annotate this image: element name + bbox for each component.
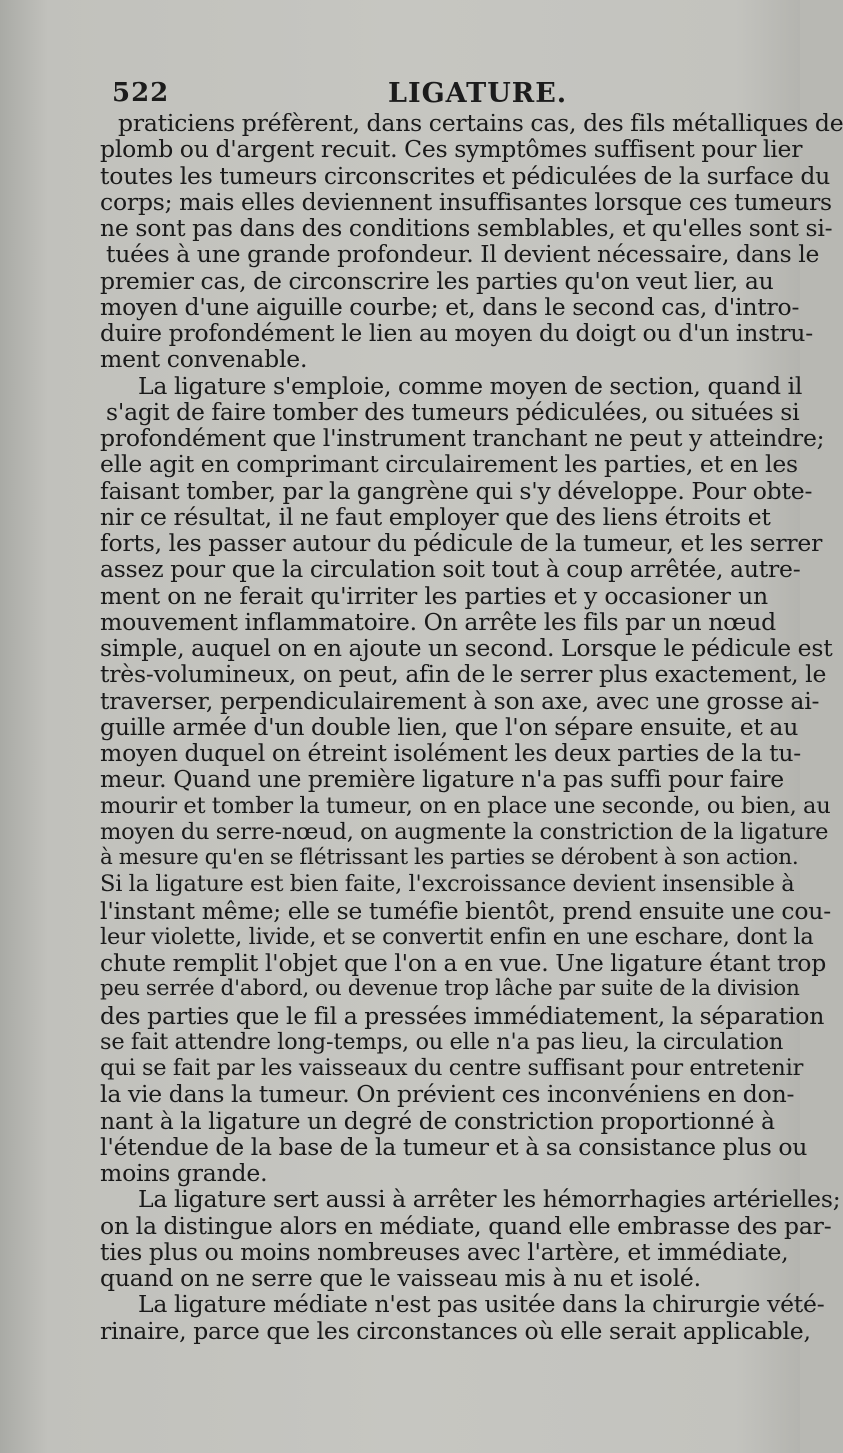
text-line: plomb ou d'argent recuit. Ces symptômes suffisent pour lier	[100, 135, 803, 164]
text-line: ties plus ou moins nombreuses avec l'artère, et immédiate,	[100, 1237, 789, 1266]
text-line: la vie dans la tumeur. On prévient ces inconvéniens en don-	[100, 1080, 795, 1109]
text-line: mourir et tomber la tumeur, on en place une seconde, ou bien, au	[100, 792, 831, 819]
text-line: on la distingue alors en médiate, quand elle embrasse des par-	[100, 1211, 832, 1240]
text-line: des parties que le fil a pressées immédiatement, la séparation	[100, 1001, 825, 1030]
text-line: simple, auquel on en ajoute un second. Lorsque le pédicule est	[100, 634, 833, 662]
text-line: à mesure qu'en se flétrissant les parties se dérobent à son action.	[100, 845, 799, 870]
text-line: assez pour que la circulation soit tout à coup arrêtée, autre-	[100, 555, 801, 584]
text-line: traverser, perpendiculairement à son axe, avec une grosse ai-	[100, 686, 820, 715]
text-line: quand on ne serre que le vaisseau mis à nu et isolé.	[100, 1264, 701, 1292]
text-line: premier cas, de circonscrire les parties qu'on veut lier, au	[100, 266, 774, 295]
text-line: mouvement inflammatoire. On arrête les fils par un nœud	[100, 607, 776, 636]
text-line: guille armée d'un double lien, que l'on sépare ensuite, et au	[100, 712, 799, 741]
text-line: La ligature médiate n'est pas usitée dans la chirurgie vété-	[138, 1290, 825, 1319]
text-line: l'instant même; elle se tuméfie bientôt, prend ensuite une cou-	[100, 896, 831, 925]
text-line: praticiens préfèrent, dans certains cas, des fils métalliques de	[118, 109, 843, 137]
text-line: ne sont pas dans des conditions semblables, et qu'elles sont si-	[100, 214, 833, 242]
text-line: moyen du serre-nœud, on augmente la constriction de la ligature	[100, 818, 829, 845]
text-line: peu serrée d'abord, ou devenue trop lâche par suite de la division	[100, 976, 800, 1002]
text-line: moyen duquel on étreint isolément les deux parties de la tu-	[100, 739, 802, 767]
body-text	[100, 109, 843, 1345]
text-line: très-volumineux, on peut, afin de le serrer plus exactement, le	[100, 660, 827, 689]
text-line: profondément que l'instrument tranchant ne peut y atteindre;	[100, 424, 825, 452]
text-line: meur. Quand une première ligature n'a pas suffi pour faire	[100, 765, 784, 794]
text-line: moins grande.	[100, 1159, 268, 1187]
text-line: moyen d'une aiguille courbe; et, dans le second cas, d'intro-	[100, 292, 800, 321]
text-line: Si la ligature est bien faite, l'excroissance devient insensible à	[100, 871, 795, 898]
text-line: nir ce résultat, il ne faut employer que des liens étroits et	[100, 502, 771, 531]
text-line: ment convenable.	[100, 345, 308, 374]
running-head: LIGATURE.	[388, 78, 568, 109]
text-line: toutes les tumeurs circonscrites et pédiculées de la surface du	[100, 161, 831, 190]
text-line: elle agit en comprimant circulairement les parties, et en les	[100, 450, 798, 479]
text-line: chute remplit l'objet que l'on a en vue. Une ligature étant trop	[100, 949, 827, 977]
text-line: nant à la ligature un degré de constriction proportionné à	[100, 1106, 775, 1135]
text-line: ment on ne ferait qu'irriter les parties et y occasioner un	[100, 581, 768, 610]
text-line: s'agit de faire tomber des tumeurs pédiculées, ou situées si	[106, 397, 800, 426]
text-line: duire profondément le lien au moyen du doigt ou d'un instru-	[100, 319, 813, 347]
text-line: faisant tomber, par la gangrène qui s'y développe. Pour obte-	[100, 476, 813, 505]
text-line: forts, les passer autour du pédicule de la tumeur, et les serrer	[100, 529, 823, 557]
text-line: La ligature s'emploie, comme moyen de section, quand il	[138, 371, 803, 400]
text-line: La ligature sert aussi à arrêter les hémorrhagies artérielles;	[138, 1185, 841, 1214]
text-line: se fait attendre long-temps, ou elle n'a pas lieu, la circulation	[100, 1028, 784, 1055]
text-line: leur violette, livide, et se convertit enfin en une eschare, dont la	[100, 923, 814, 950]
text-line: rinaire, parce que les circonstances où elle serait applicable,	[100, 1316, 811, 1345]
page-number: 522	[112, 78, 170, 108]
text-line: l'étendue de la base de la tumeur et à sa consistance plus ou	[100, 1132, 808, 1161]
text-line: corps; mais elles deviennent insuffisantes lorsque ces tumeurs	[100, 187, 832, 216]
text-line: tuées à une grande profondeur. Il devient nécessaire, dans le	[106, 240, 820, 269]
text-line: qui se fait par les vaisseaux du centre suffisant pour entretenir	[100, 1055, 804, 1081]
